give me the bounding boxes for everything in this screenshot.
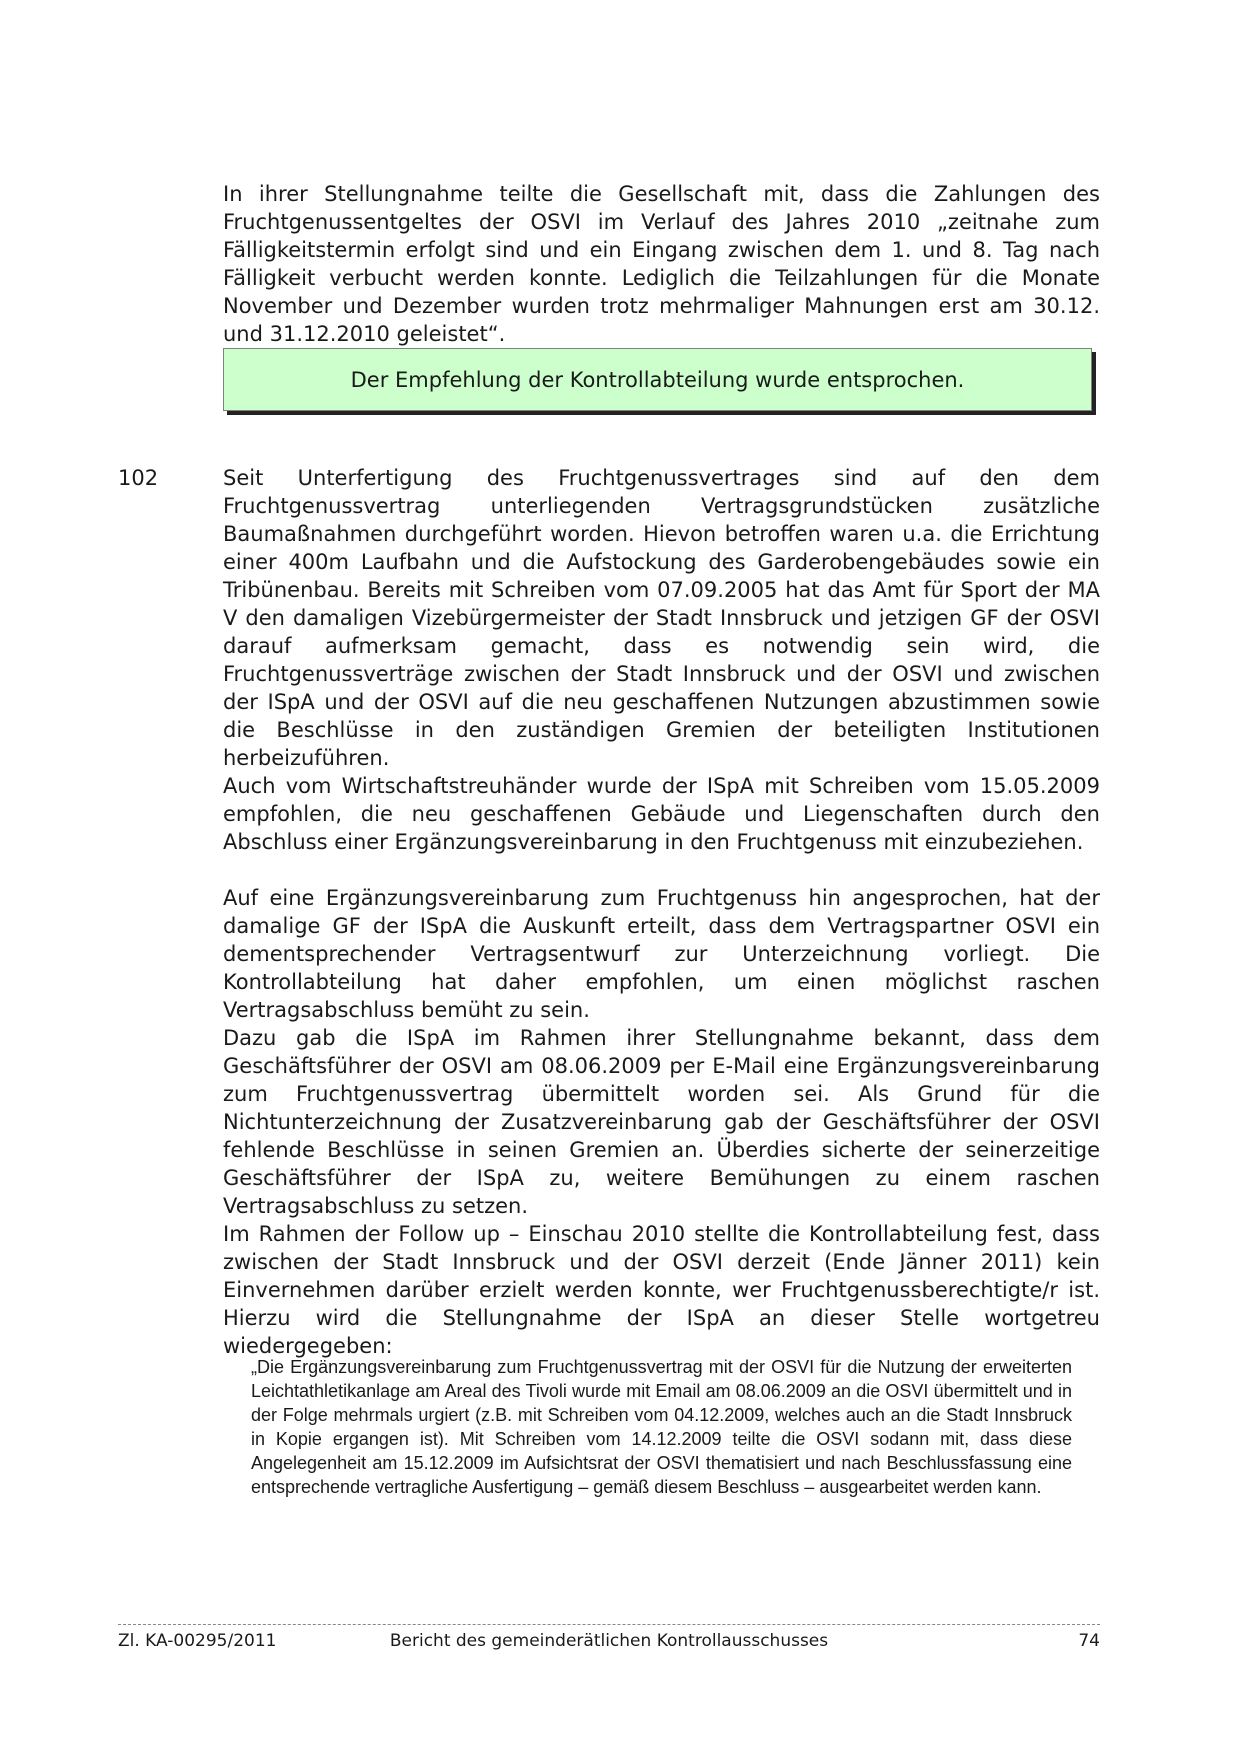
footer-page-number: 74 xyxy=(1078,1631,1100,1651)
footer-title: Bericht des gemeinderätlichen Kontrollausschusses xyxy=(389,1631,829,1651)
paragraph-2: Auch vom Wirtschaftstreuhänder wurde der ISpA mit Schreiben vom 15.05.2009 empfohlen, die neu geschaffenen Gebäude und Liegenschaften durch den Abschluss einer Ergänzungsvereinbarung in den Fruchtgenuss mit einzubeziehen. xyxy=(223,774,1100,854)
intro-paragraph: In ihrer Stellungnahme teilte die Gesellschaft mit, dass die Zahlungen des Fruchtgenussentgeltes der OSVI im Verlauf des Jahres 2010 „zeitnahe zum Fälligkeitstermin erfolgt sind und ein Eingang zwischen dem 1. und 8. Tag nach Fälligkeit verbucht werden konnte. Lediglich die Teilzahlungen für die Monate November und Dezember wurden trotz mehrmaliger Mahnungen erst am 30.12. und 31.12.2010 geleistet“. xyxy=(223,182,1100,346)
footer-divider xyxy=(118,1624,1100,1625)
paragraph-5: Im Rahmen der Follow up – Einschau 2010 stellte die Kontrollabteilung fest, dass zwischen der Stadt Innsbruck und der OSVI derzeit (Ende Jänner 2011) kein Einvernehmen darüber erzielt werden konnte, wer Fruchtgenussberechtigte/r ist. Hierzu wird die Stellungnahme der ISpA an dieser Stelle wortgetreu wiedergegeben: xyxy=(223,1222,1100,1358)
paragraph-4: Dazu gab die ISpA im Rahmen ihrer Stellungnahme bekannt, dass dem Geschäftsführer der OSVI am 08.06.2009 per E-Mail eine Ergänzungsvereinbarung zum Fruchtgenussvertrag übermittelt worden sei. Als Grund für die Nichtunterzeichnung der Zusatzvereinbarung gab der Geschäftsführer der OSVI fehlende Beschlüsse in seinen Gremien an. Überdies sicherte der seinerzeitige Geschäftsführer der ISpA zu, weitere Bemühungen zu einem raschen Vertragsabschluss zu setzen. xyxy=(223,1026,1100,1218)
paragraph-1: Seit Unterfertigung des Fruchtgenussvertrages sind auf den dem Fruchtgenussvertrag unterliegenden Vertragsgrundstücken zusätzliche Baumaßnahmen durchgeführt worden. Hievon betroffen waren u.a. die Errichtung einer 400m Laufbahn und die Aufstockung des Garderobengebäudes sowie ein Tribünenbau. Bereits mit Schreiben vom 07.09.2005 hat das Amt für Sport der MA V den damaligen Vizebürgermeister der Stadt Innsbruck und jetzigen GF der OSVI darauf aufmerksam gemacht, dass es notwendig sein wird, die Fruchtgenussverträge zwischen der Stadt Innsbruck und der OSVI und zwischen der ISpA und der OSVI auf die neu geschaffenen Nutzungen abzustimmen sowie die Beschlüsse in den zuständigen Gremien der beteiligten Institutionen herbeizuführen. xyxy=(223,466,1100,770)
footer-reference: Zl. KA-00295/2011 xyxy=(118,1631,277,1651)
page-footer xyxy=(118,1628,1100,1654)
recommendation-callout: Der Empfehlung der Kontrollabteilung wurde entsprochen. xyxy=(223,348,1092,411)
section-number: 102 xyxy=(118,466,159,490)
paragraph-3: Auf eine Ergänzungsvereinbarung zum Fruchtgenuss hin angesprochen, hat der damalige GF der ISpA die Auskunft erteilt, dass dem Vertragspartner OSVI ein dementsprechender Vertragsentwurf zur Unterzeichnung vorliegt. Die Kontrollabteilung hat daher empfohlen, um einen möglichst raschen Vertragsabschluss bemüht zu sein. xyxy=(223,886,1100,1022)
statement-quote: „Die Ergänzungsvereinbarung zum Fruchtgenussvertrag mit der OSVI für die Nutzung der erweiterten Leichtathletikanlage am Areal des Tivoli wurde mit Email am 08.06.2009 an die OSVI übermittelt und in der Folge mehrmals urgiert (z.B. mit Schreiben vom 04.12.2009, welches auch an die Stadt Innsbruck in Kopie ergangen ist). Mit Schreiben vom 14.12.2009 teilte die OSVI sodann mit, dass diese Angelegenheit am 15.12.2009 im Aufsichtsrat der OSVI thematisiert und nach Beschlussfassung eine entsprechende vertragliche Ausfertigung – gemäß diesem Beschluss – ausgearbeitet werden kann. xyxy=(251,1357,1072,1497)
